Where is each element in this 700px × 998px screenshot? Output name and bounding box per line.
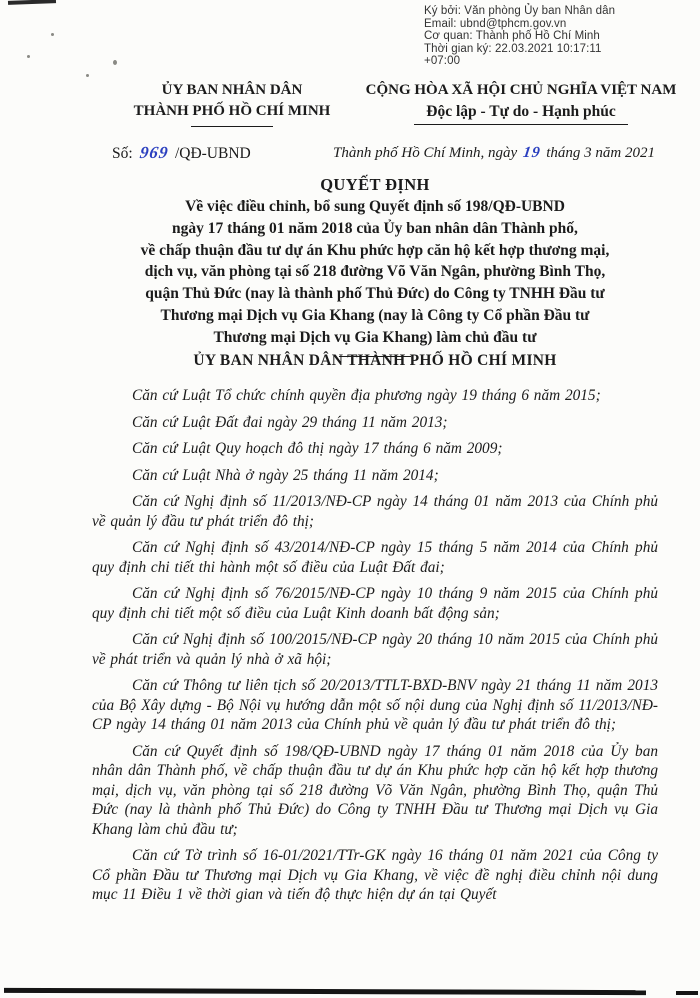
scan-speck xyxy=(86,74,89,77)
doc-number-label: Số: xyxy=(112,145,133,162)
stamp-signing-time: Thời gian ký: 22.03.2021 10:17:11 xyxy=(424,42,602,55)
document-number-line xyxy=(112,143,251,163)
day-handwritten: 19 xyxy=(521,144,542,161)
legal-basis-paragraph: Căn cứ Luật Nhà ở ngày 25 tháng 11 năm 2014; xyxy=(132,466,439,484)
decision-title-block xyxy=(65,173,685,357)
place-date-suffix: tháng 3 năm 2021 xyxy=(546,145,655,161)
scan-speck xyxy=(113,60,117,65)
subject-line-5: quận Thủ Đức (nay là thành phố Thủ Đức) do Công ty TNHH Đầu tư xyxy=(145,285,605,303)
scan-artifact-bottom-bar-fragment xyxy=(676,991,698,995)
legal-basis-paragraph: Căn cứ Quyết định số 198/QĐ-UBND ngày 17 tháng 01 năm 2018 của Ủy ban nhân dân Thành phố, về chấp thuận đầu tư dự án Khu phức hợp căn hộ kết hợp thương mại, dịch vụ, văn phòng tại số 218 đường Võ Văn Ngân, phường Bình Thọ, quận Thủ Đức (nay là thành phố Thủ Đức) do Công ty TNHH Đầu tư Thương mại Dịch vụ Gia Khang làm chủ đầu tư; xyxy=(92,742,658,838)
digital-signature-stamp xyxy=(424,5,692,68)
place-date-prefix: Thành phố Hồ Chí Minh, ngày xyxy=(333,145,518,161)
subject-line-4: dịch vụ, văn phòng tại số 218 đường Võ Văn Ngân, phường Bình Thọ, xyxy=(144,263,606,281)
doc-number-suffix: /QĐ-UBND xyxy=(174,145,251,162)
stamp-agency: Cơ quan: Thành phố Hồ Chí Minh xyxy=(424,30,600,43)
stamp-email: Email: ubnd@tphcm.gov.vn xyxy=(424,17,567,30)
decision-title: QUYẾT ĐỊNH xyxy=(320,175,430,194)
legal-basis-paragraph: Căn cứ Thông tư liên tịch số 20/2013/TTLT-BXD-BNV ngày 21 tháng 11 năm 2013 của Bộ Xây dựng - Bộ Nội vụ hướng dẫn một số nội dung của Nghị định số 11/2013/NĐ-CP ngày 14 tháng 01 năm 2013 của Chính phủ về quản lý đầu tư phát triển đô thị; xyxy=(92,677,658,733)
issuer-name-line1: ỦY BAN NHÂN DÂN xyxy=(161,82,303,98)
issuer-name-line2: THÀNH PHỐ HỒ CHÍ MINH xyxy=(133,103,331,119)
national-motto: Độc lập - Tự do - Hạnh phúc xyxy=(426,103,616,120)
subject-line-2: ngày 17 tháng 01 năm 2018 của Ủy ban nhân dân Thành phố, xyxy=(172,219,578,237)
scan-speck xyxy=(51,33,54,36)
issuing-body-heading: ỦY BAN NHÂN DÂN THÀNH PHỐ HỒ CHÍ MINH xyxy=(193,352,557,369)
national-title: CỘNG HÒA XÃ HỘI CHỦ NGHĨA VIỆT NAM xyxy=(365,82,677,98)
legal-basis-paragraph: Căn cứ Tờ trình số 16-01/2021/TTr-GK ngày 16 tháng 01 năm 2021 của Công ty Cổ phần Đầu tư Thương mại Dịch vụ Gia Khang, về việc đề nghị điều chỉnh nội dung mục 11 Điều 1 về thời gian và tiến độ thực hiện dự án tại Quyết xyxy=(92,847,658,903)
motto-underline xyxy=(414,124,628,125)
stamp-signed-by: Ký bởi: Văn phòng Ủy ban Nhân dân xyxy=(424,5,616,17)
legal-basis-paragraph: Căn cứ Nghị định số 11/2013/NĐ-CP ngày 14 tháng 01 năm 2013 của Chính phủ về quản lý đầu tư phát triển đô thị; xyxy=(92,493,658,530)
scan-speck xyxy=(27,55,30,58)
legal-basis-section xyxy=(92,386,658,912)
legal-basis-paragraph: Căn cứ Luật Quy hoạch đô thị ngày 17 tháng 6 năm 2009; xyxy=(132,440,503,457)
legal-basis-paragraph: Căn cứ Nghị định số 76/2015/NĐ-CP ngày 10 tháng 9 năm 2015 của Chính phủ quy định chi tiết một số điều của Luật Kinh doanh bất động sản; xyxy=(92,585,658,622)
legal-basis-paragraph: Căn cứ Luật Đất đai ngày 29 tháng 11 năm 2013; xyxy=(132,413,448,431)
national-header-block xyxy=(360,80,682,125)
legal-basis-paragraph: Căn cứ Luật Tổ chức chính quyền địa phương ngày 19 tháng 6 năm 2015; xyxy=(132,387,601,404)
issuer-underline xyxy=(191,126,273,127)
scan-artifact-corner-mark xyxy=(8,0,56,5)
doc-number-handwritten: 969 xyxy=(138,143,170,162)
subject-line-7: Thương mại Dịch vụ Gia Khang) làm chủ đầu tư xyxy=(213,328,537,346)
legal-basis-paragraph: Căn cứ Nghị định số 43/2014/NĐ-CP ngày 15 tháng 5 năm 2014 của Chính phủ quy định chi tiết thi hành một số điều của Luật Đất đai; xyxy=(92,539,658,576)
scan-artifact-bottom-bar xyxy=(4,988,646,995)
legal-basis-paragraph: Căn cứ Nghị định số 100/2015/NĐ-CP ngày 20 tháng 10 năm 2015 của Chính phủ về phát triển và quản lý nhà ở xã hội; xyxy=(92,631,658,668)
subject-line-3: về chấp thuận đầu tư dự án Khu phức hợp căn hộ kết hợp thương mại, xyxy=(140,241,610,259)
subject-line-1: Về việc điều chỉnh, bổ sung Quyết định số 198/QĐ-UBND xyxy=(185,198,565,215)
place-and-date-line xyxy=(332,144,656,162)
stamp-timezone: +07:00 xyxy=(424,55,461,68)
subject-line-6: Thương mại Dịch vụ Gia Khang (nay là Công ty Cổ phần Đầu tư xyxy=(160,306,590,324)
issuer-header-block xyxy=(82,80,382,127)
